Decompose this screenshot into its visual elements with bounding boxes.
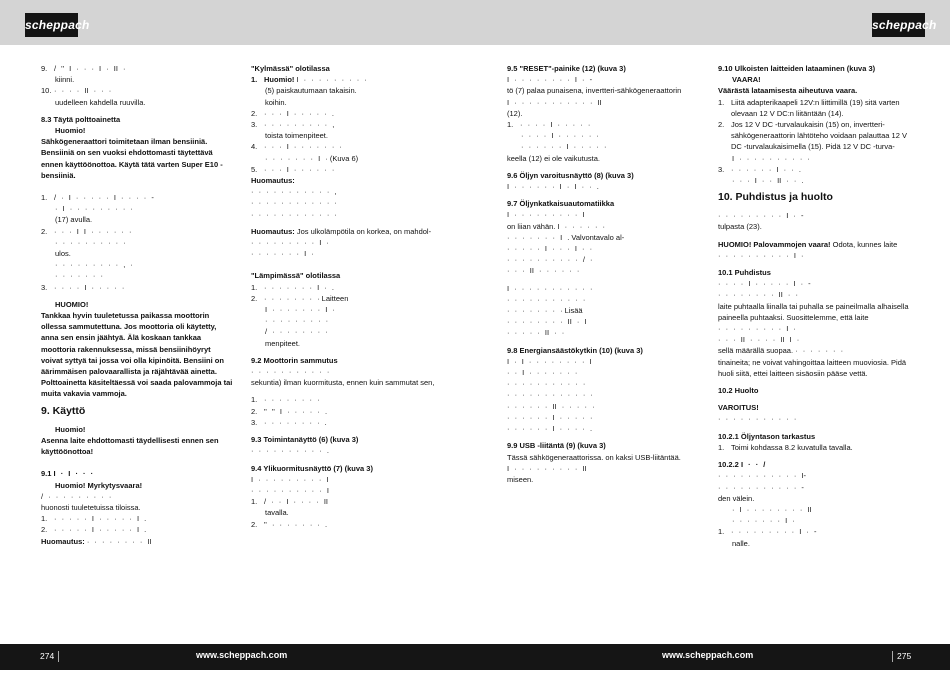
list-number: 1. [251, 282, 258, 292]
section-heading: 10.2.1 Öljyntason tarkastus [718, 431, 816, 441]
chapter-heading: 10. Puhdistus ja huolto [718, 191, 833, 204]
list-number: 1. [507, 120, 514, 130]
body-text: Valvontavalo al- [571, 232, 625, 242]
note-label: Huomautus: [251, 176, 295, 186]
divider [892, 651, 893, 662]
list-text: koihin. [265, 97, 287, 107]
list-number: 1. [251, 75, 258, 85]
body-text: miseen. [507, 474, 534, 484]
column-3: 9.5 "RESET"-painike (12) (kuva 3) I · · · · · · · · I · - tö (7) palaa punaisena, invertteri-sähkögeneraattorin I · · · · · · · · · · · II (12). 1. · · · · I · · · · · · · · · I · · · · · · · · · · · · I · · · · · keella (12) ei ole vaikutusta. 9.6 Öljyn varoitusnäyttö (8) (kuva 3) I · · · · · · I · I · · . 9.7 Öljynkatkaisuautomatiikka I · · · · · · · · · I on liian vähän. I · · · · · · · · · · · · · I . Valvontavalo al- · · · · · I · · · I · · · · · · · · · · · · / · · · · II · · · · · · I · · · · · · · · · · · · · · · · · · · · · · · · · · · · · · Lisää · · · · · · · · II · I · · · · · II · · 9.8 Energiansäästökytkin (10) (kuva 3) I · I · · · · · · · · I · · I · · · · · · · · · · · · · · · · · · · · · · · · · · · · · · · · · · · · II · · · · · · · · · · · I · · · · · · · · · · · I · · · · . 9.9 USB -liitäntä (9) (kuva 3) Tässä sähkögeneraattorissa. on kaksi USB-liitäntää. I · · · · · · · · · II miseen. [507, 63, 697, 485]
list-number: 1. [41, 193, 48, 203]
list-text: Liitä adapterikaapeli 12V:n liittimillä (19) sitä varten olevaan 12 V DC:n liitäntään (14). [731, 97, 900, 118]
column-1: 9. / '' I · · · I · II · kiinni. 10. · · · · II · · · uudelleen kahdella ruuvilla. 8.3 Täytä polttoainetta Huomio! Sähkögeneraattori toimitetaan ilman bensiiniä. Bensiiniä on sen vuoksi ehdottomasti täytettävä ennen käyttöönottoa. Käytä tätä varten Super E10 -bensiiniä. 1. / · I · · · · · I · · · · - · I · · · · · · · · · (17) avulla. 2. · · · I I · · · · · · · · · · · · · · · · ulos. · · · · · · · · · , · · · · · · · · 3. · · · · I · · · · · HUOMIO! Tankkaa hyvin tuuletetussa paikassa moottorin ollessa sammutettuna. Jos moottoria oli käytetty, anna sen ensin jäähtyä. Älä koskaan tankkaa moottoria rakennuksessa, missä bensiinihöyryt voivat syttyä tai jossa voi olla kipinöitä. Bensiini on äärimmäisen palovaarallista ja räjähtävää ainetta. Polttoainetta käsiteltäessä voi saada palovammoja tai muita vakavia vammoja. 9. Käyttö Huomio! Asenna laite ehdottomasti täydellisesti ennen sen käyttöönottoa! 9.1 I · I · · · Huomio! Myrkytysvaara! / · · · · · · · · · huonosti tuuletetuissa tiloissa. 1. · · · · · I · · · · · I . 2. · · · · · I · · · · · I . Huomautus: · · · · · · · · II [41, 64, 233, 546]
list-text: Laitteen [321, 293, 349, 303]
website-link-left[interactable]: www.scheppach.com [196, 650, 288, 660]
note-label: Huomautus: [41, 536, 85, 546]
warning-label: Huomio! [55, 126, 86, 136]
list-number: 2. [251, 293, 258, 303]
warning-label: VAROITUS! [718, 403, 759, 413]
body-text: den välein. [718, 493, 755, 503]
warning-label: Huomio! [264, 75, 295, 85]
divider [58, 651, 59, 662]
section-number: 9.1 [41, 469, 52, 479]
header-bar [0, 0, 950, 45]
note-label: Huomautus: [251, 226, 295, 236]
list-text: (17) avulla. [55, 215, 93, 225]
body-text: on liian vähän. [507, 221, 556, 231]
list-number: 2. [251, 519, 258, 529]
list-number: 3. [718, 164, 725, 174]
body-text: tö (7) palaa punaisena, invertteri-sähkögeneraattorin [507, 86, 682, 96]
body-text: tulpasta (23). [718, 222, 762, 232]
section-heading: 9.4 Ylikuormitusnäyttö (7) (kuva 3) [251, 463, 373, 473]
warning-label: Huomio! Myrkytysvaara! [55, 480, 143, 490]
danger-label: VAARA! [732, 75, 761, 85]
list-text: (5) paiskautumaan takaisin. [265, 86, 357, 96]
list-text: menpiteet. [265, 338, 301, 348]
section-heading: "Lämpimässä" olotilassa [251, 271, 341, 281]
warning-text: Asenna laite ehdottomasti täydellisesti ennen sen käyttöönottoa! [41, 435, 219, 457]
body-text: keella (12) ei ole vaikutusta. [507, 153, 600, 163]
list-number: 2. [718, 120, 725, 130]
column-2: "Kylmässä" olotilassa 1. Huomio! I · · · · · · · · · (5) paiskautumaan takaisin. koihin. 2. · · · I · · · · · . 3. · · · · · · · · · , toista toimenpiteet. 4. · · · I · · · · · · · · · · · · · · I · (Kuva 6) 5. · · · I · · · · · · Huomautus: · · · · · · · · · · · , · · · · · · · · · · · · · · · · · · · · · · · · Huomautus: Jos ulkolämpötila on korkea, on mahdol- · · · · · · · · · I · · · · · · · · I · "Lämpimässä" olotilassa 1. · · · · · · · I · . 2. · · · · · · · · Laitteen I · · · · · · · I · · · · · · · · · · / · · · · · · · · menpiteet. 9.2 Moottorin sammutus · · · · · · · · · · · sekuntia) ilman kuormitusta, ennen kuin sammutat sen, 1. · · · · · · · · 2. '' '' I · · · · · . 3. · · · · · · · · . 9.3 Toimintanäyttö (6) (kuva 3) · · · · · · · · · · . 9.4 Ylikuormitusnäyttö (7) (kuva 3) I · · · · · · · · · I · · · · · · · · · · I 1. / · · I · · · · II tavalla. 2. '' · · · · · · · . [251, 63, 445, 530]
section-heading: 8.3 Täytä polttoainetta [41, 114, 121, 124]
list-text: nalle. [732, 538, 750, 548]
list-number: 3. [251, 417, 258, 427]
list-text: (Kuva 6) [329, 153, 359, 163]
list-number: 10. [41, 86, 52, 96]
warning-text: Sähkögeneraattori toimitetaan ilman bensiiniä. Bensiiniä on sen vuoksi ehdottomasti täytettävä ennen käyttöönottoa. Käytä tätä varten Super E10 -bensiiniä. [41, 137, 223, 180]
body-text: Odota, kunnes laite [832, 239, 898, 249]
body-text: Lisää [564, 306, 583, 316]
section-heading: 10.1 Puhdistus [718, 268, 771, 278]
list-text: toista toimenpiteet. [265, 131, 328, 141]
list-number: 9. [41, 64, 48, 73]
section-heading: 9.9 USB -liitäntä (9) (kuva 3) [507, 441, 606, 451]
warning-label: HUOMIO! [55, 299, 89, 309]
list-text: ulos. [55, 249, 71, 259]
footer-bar [0, 644, 950, 670]
warning-label: Huomio! [55, 424, 86, 434]
body-text: sellä määrällä suopaa. [718, 346, 794, 356]
body-text: Tässä sähkögeneraattorissa. on kaksi USB-liitäntää. [507, 452, 681, 462]
list-number: 2. [41, 226, 48, 236]
website-link-right[interactable]: www.scheppach.com [662, 650, 754, 660]
body-text: tinaineita; ne voivat vahingoittaa laitteen muoviosia. Pidä huoli siitä, ettei laitteen sisäosiin pääse vettä. [718, 357, 907, 378]
danger-text: Väärästä lataamisesta aiheutuva vaara. [718, 86, 858, 96]
list-number: 1. [251, 395, 258, 405]
list-text: Jos 12 V DC -turvalaukaisin (15) on, invertteri-sähkögeneraattorin lähtöteho voidaan palauttaa 12 V DC -turvalaukaisimella (15). Pidä 12 V DC -turva- [731, 120, 907, 152]
body-text: Jos ulkolämpötila on korkea, on mahdol- [296, 226, 432, 236]
body-text: sekuntia) ilman kuormitusta, ennen kuin sammutat sen, [251, 378, 435, 388]
list-number: 5. [251, 164, 258, 174]
section-heading: 9.7 Öljynkatkaisuautomatiikka [507, 199, 615, 209]
body-text: huonosti tuuletetuissa tiloissa. [41, 502, 141, 512]
section-heading: 9.8 Energiansäästökytkin (10) (kuva 3) [507, 345, 643, 355]
brand-logo-left: scheppach [25, 13, 78, 37]
list-number: 2. [251, 108, 258, 118]
list-text: Toimi kohdassa 8.2 kuvatulla tavalla. [731, 442, 853, 452]
warning-text: Tankkaa hyvin tuuletetussa paikassa moottorin ollessa sammutettuna. Jos moottoria oli käytetty, anna sen ensin jäähtyä. Älä koskaan tankkaa moottoria rakennuksessa, missä bensiinihöyryt voivat syttyä tai jossa voi olla kipinöitä. Bensiini on äärimmäisen palovaarallista ja räjähtävää ainetta. Polttoainetta käsiteltäessä voi saada palovammoja tai muita vakavia vammoja. [41, 311, 233, 399]
list-number: 2. [41, 525, 48, 535]
section-heading: 9.5 "RESET"-painike (12) (kuva 3) [507, 64, 626, 73]
list-number: 1. [718, 97, 725, 107]
warning-label: HUOMIO! Palovammojen vaara! [718, 239, 831, 249]
section-heading: 9.6 Öljyn varoitusnäyttö (8) (kuva 3) [507, 170, 634, 180]
section-heading: 9.2 Moottorin sammutus [251, 355, 338, 365]
chapter-heading: 9. Käyttö [41, 404, 86, 417]
section-heading: 9.3 Toimintanäyttö (6) (kuva 3) [251, 435, 359, 445]
column-4: 9.10 Ulkoisten laitteiden lataaminen (kuva 3) VAARA! Väärästä lataamisesta aiheutuva vaara. 1. Liitä adapterikaapeli 12V:n liittimillä (19) sitä varten olevaan 12 V DC:n liitäntään (14). 2. Jos 12 V DC -turvalaukaisin (15) on, invertteri-sähkögeneraattorin lähtöteho voidaan palauttaa 12 V DC -turvalaukaisimella (15). Pidä 12 V DC -turva- I · · · · · · · · · · 3. · · · · · · I · · . · · · I · · II · · . 10. Puhdistus ja huolto · · · · · · · · · I · - tulpasta (23). HUOMIO! Palovammojen vaara! Odota, kunnes laite · · · · · · · · · · I · 10.1 Puhdistus · · · · I · · · · · I · - · · · · · · · · II · · laite puhtaalla liinalla tai puhalla se paineilmalla alhaisella paineella puhtaaksi. Suosittelemme, että laite · · · · · · · · · I · · · · II · · · · II I · sellä määrällä suopaa. · · · · · · · tinaineita; ne voivat vahingoittaa laitteen muoviosia. Pidä huoli siitä, ettei laitteen sisäosiin pääse vettä. 10.2 Huolto VAROITUS! · · · · · · · · · · · 10.2.1 Öljyntason tarkastus 1. Toimi kohdassa 8.2 kuvatulla tavalla. 10.2.2 I · · / · · · · · · · · · · · I- · · · · · · · · · · · - den välein. · I · · · · · · · · II · · · · · · · I · 1. · · · · · · · · · I · - nalle. [718, 64, 909, 548]
section-number: 10.2.2 [718, 460, 739, 470]
list-text: tavalla. [265, 508, 289, 518]
section-heading: 9.10 Ulkoisten laitteiden lataaminen (kuva 3) [718, 64, 876, 73]
list-number: 3. [251, 120, 258, 130]
list-number: 1. [718, 527, 725, 537]
list-text: kiinni. [55, 75, 75, 85]
list-number: 1. [41, 514, 48, 524]
brand-logo-right: scheppach [872, 13, 925, 37]
section-heading: "Kylmässä" olotilassa [251, 64, 330, 73]
body-text: (12). [507, 108, 523, 118]
list-text: uudelleen kahdella ruuvilla. [55, 97, 146, 107]
list-number: 1. [718, 442, 725, 452]
list-number: 4. [251, 142, 258, 152]
page-number-left: 274 [40, 651, 55, 661]
list-number: 3. [41, 282, 48, 292]
page-number-right: 275 [897, 651, 912, 661]
section-heading: 10.2 Huolto [718, 386, 759, 396]
list-number: 2. [251, 406, 258, 416]
body-text: laite puhtaalla liinalla tai puhalla se paineilmalla alhaisella paineella puhtaaksi. Suosittelemme, että laite [718, 301, 909, 322]
list-number: 1. [251, 497, 258, 507]
